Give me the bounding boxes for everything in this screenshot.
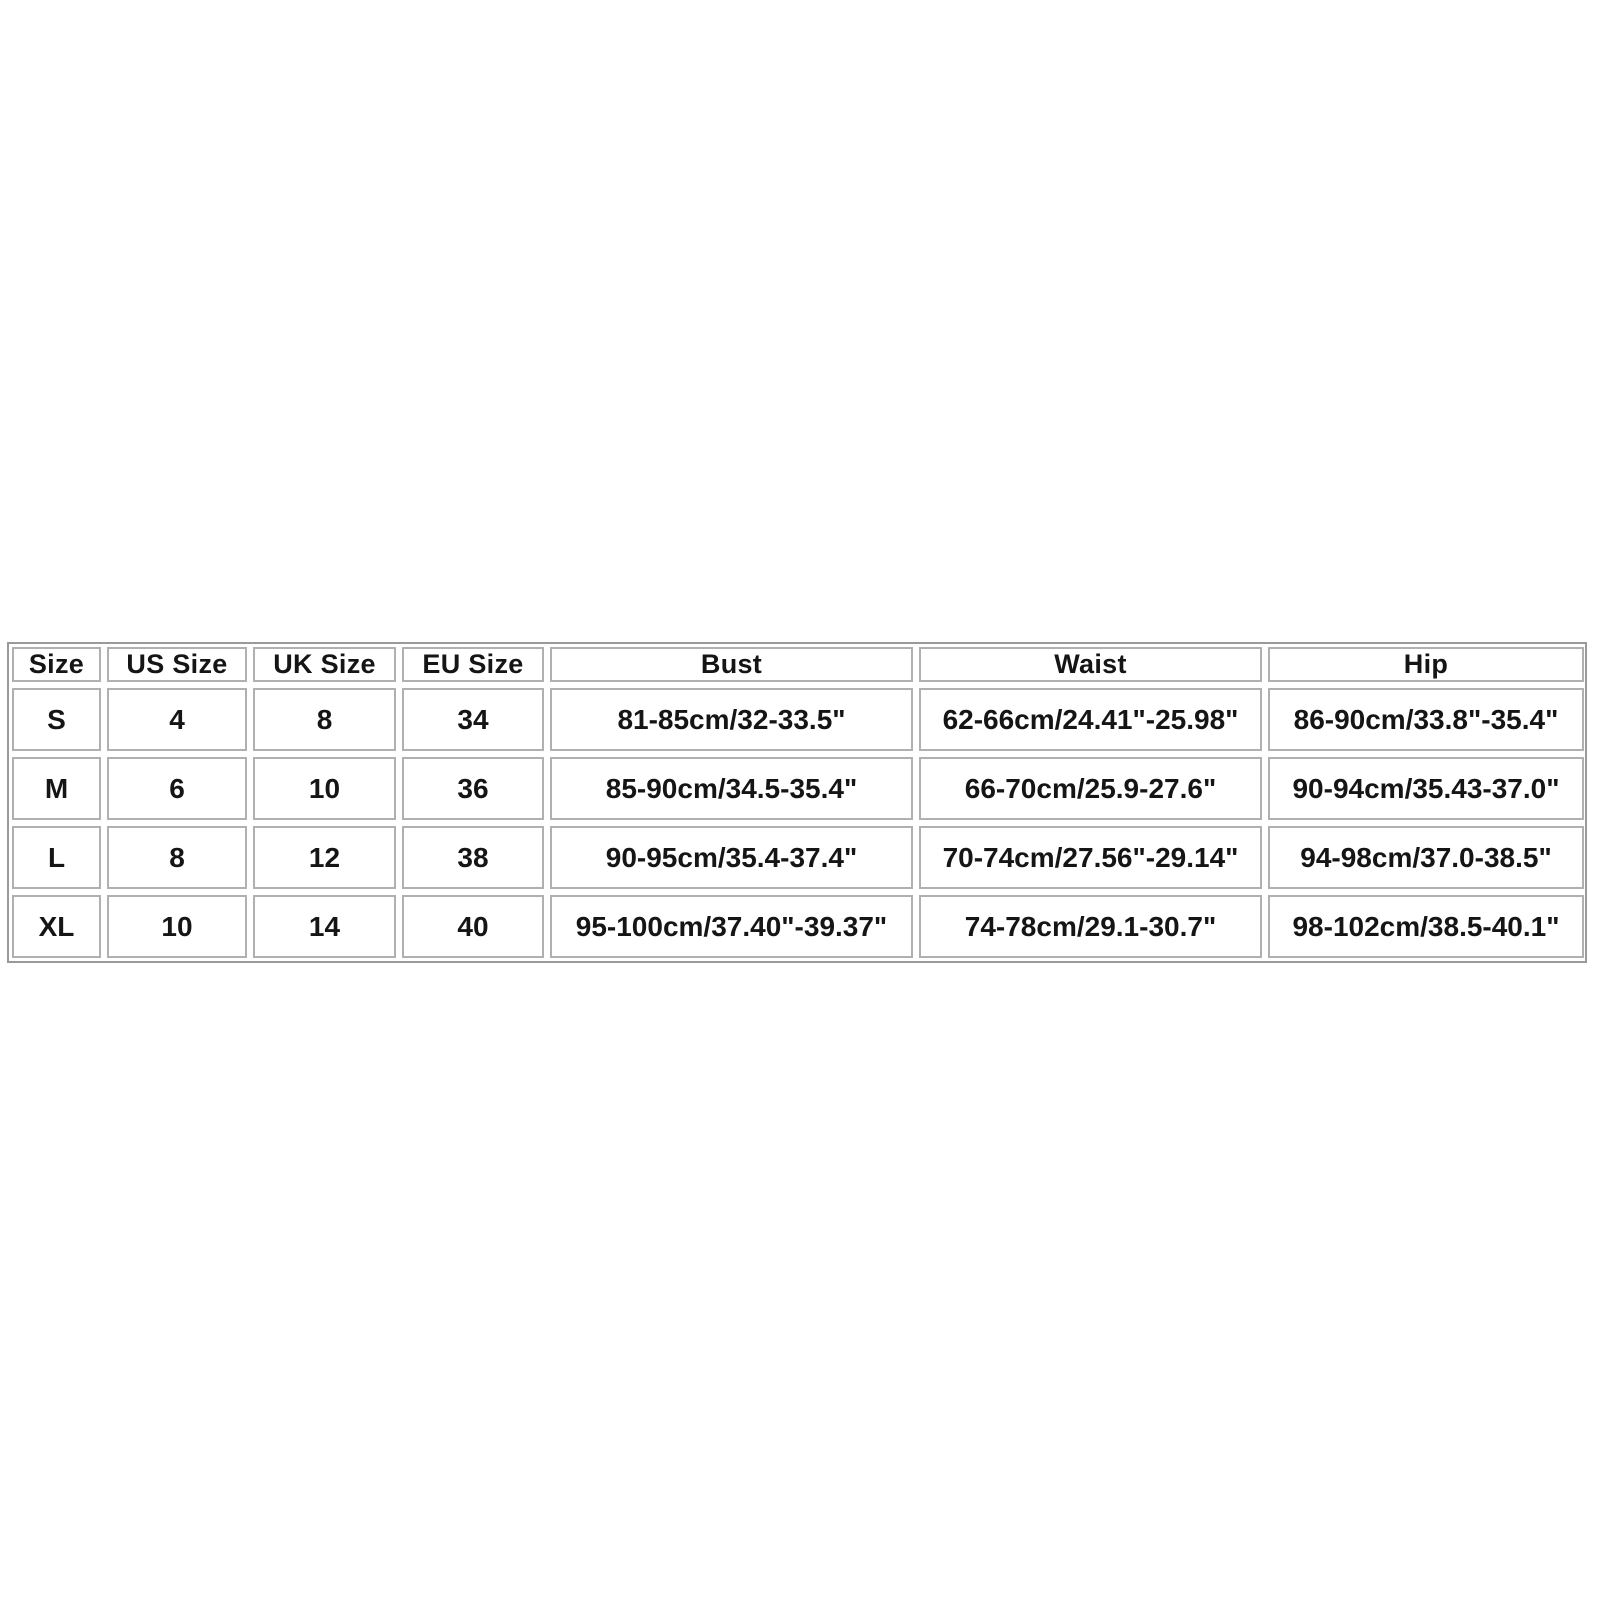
- cell-bust: 90-95cm/35.4-37.4": [550, 826, 913, 889]
- cell-eu-size: 40: [402, 895, 544, 958]
- cell-uk-size: 10: [253, 757, 396, 820]
- cell-uk-size: 14: [253, 895, 396, 958]
- cell-eu-size: 38: [402, 826, 544, 889]
- header-bust: Bust: [550, 647, 913, 682]
- cell-hip: 98-102cm/38.5-40.1": [1268, 895, 1584, 958]
- header-eu-size: EU Size: [402, 647, 544, 682]
- cell-size: S: [12, 688, 101, 751]
- cell-us-size: 8: [107, 826, 247, 889]
- cell-bust: 81-85cm/32-33.5": [550, 688, 913, 751]
- cell-uk-size: 8: [253, 688, 396, 751]
- cell-eu-size: 36: [402, 757, 544, 820]
- cell-waist: 66-70cm/25.9-27.6": [919, 757, 1262, 820]
- cell-uk-size: 12: [253, 826, 396, 889]
- cell-size: M: [12, 757, 101, 820]
- cell-waist: 74-78cm/29.1-30.7": [919, 895, 1262, 958]
- cell-waist: 62-66cm/24.41"-25.98": [919, 688, 1262, 751]
- cell-us-size: 6: [107, 757, 247, 820]
- header-us-size: US Size: [107, 647, 247, 682]
- table-row: [12, 826, 1584, 889]
- cell-us-size: 10: [107, 895, 247, 958]
- header-hip: Hip: [1268, 647, 1584, 682]
- cell-us-size: 4: [107, 688, 247, 751]
- cell-hip: 90-94cm/35.43-37.0": [1268, 757, 1584, 820]
- cell-size: L: [12, 826, 101, 889]
- cell-bust: 85-90cm/34.5-35.4": [550, 757, 913, 820]
- header-uk-size: UK Size: [253, 647, 396, 682]
- table-row: [12, 895, 1584, 958]
- cell-bust: 95-100cm/37.40"-39.37": [550, 895, 913, 958]
- cell-waist: 70-74cm/27.56"-29.14": [919, 826, 1262, 889]
- size-chart: [7, 642, 1587, 963]
- cell-hip: 86-90cm/33.8"-35.4": [1268, 688, 1584, 751]
- cell-eu-size: 34: [402, 688, 544, 751]
- size-chart-table: [6, 641, 1590, 964]
- table-row: [12, 757, 1584, 820]
- table-row: [12, 688, 1584, 751]
- cell-size: XL: [12, 895, 101, 958]
- header-waist: Waist: [919, 647, 1262, 682]
- cell-hip: 94-98cm/37.0-38.5": [1268, 826, 1584, 889]
- header-size: Size: [12, 647, 101, 682]
- header-row: [12, 647, 1584, 682]
